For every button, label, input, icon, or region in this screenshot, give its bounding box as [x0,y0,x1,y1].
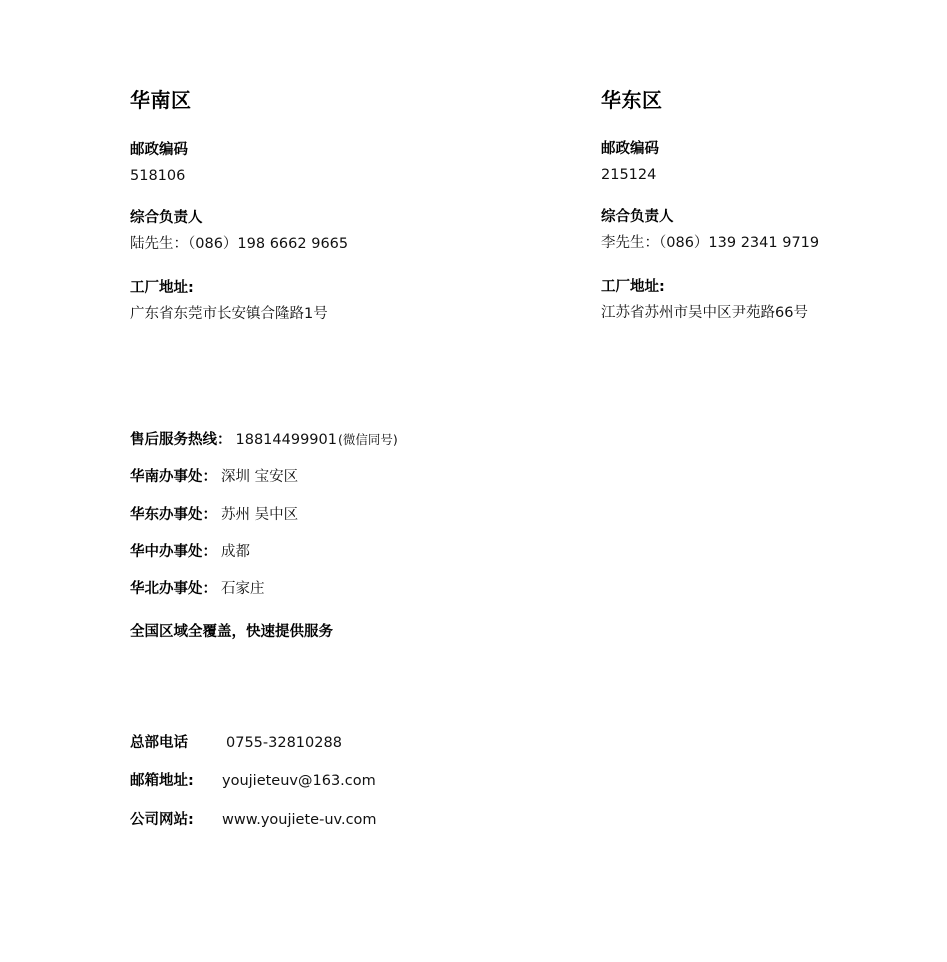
office-label: 华南办事处： [130,469,217,486]
headquarters-phone-row [130,733,730,753]
manager-value: 陆先生：（086）198 6662 9665 [130,236,349,253]
region-block-east-china [601,88,931,345]
factory-address-label: 工厂地址: [130,280,194,296]
manager-label: 综合负责人 [601,208,674,225]
offices-coverage-note: 全国区域全覆盖，快速提供服务 [130,624,333,641]
contacts-section [130,733,730,848]
factory-address-value: 江苏省苏州市吴中区尹苑路66号 [601,304,808,321]
office-label: 华北办事处： [130,581,217,598]
hotline-label: 售后服务热线： [130,432,232,448]
factory-address-label: 工厂地址: [601,279,665,295]
office-row [130,542,730,562]
region-block-south-china [130,88,550,346]
postal-code-value: 518106 [130,167,186,184]
website-row [130,810,730,830]
office-label: 华中办事处： [130,543,217,560]
office-row [130,579,730,599]
factory-address-field [130,278,550,326]
website-value: www.youjiete-uv.com [222,811,377,828]
manager-value: 李先生：（086）139 2341 9719 [601,235,820,252]
office-row [130,467,730,487]
postal-code-label: 邮政编码 [601,141,659,157]
office-row [130,505,730,525]
website-label: 公司网站: [130,811,194,828]
factory-address-value: 广东省东莞市长安镇合隆路1号 [130,305,328,322]
postal-code-field [601,139,931,187]
office-value: 成都 [221,543,250,560]
office-value: 石家庄 [221,581,265,598]
office-label: 华东办事处： [130,506,217,523]
email-label: 邮箱地址: [130,773,194,790]
region-title: 华南区 [130,88,192,112]
offices-section [130,430,730,643]
email-row [130,771,730,791]
headquarters-phone-value: 0755-32810288 [226,735,342,751]
postal-code-label: 邮政编码 [130,142,188,158]
email-value: youjieteuv@163.com [222,773,376,790]
hotline-value: 18814499901 [235,432,337,448]
hotline-note: (微信同号) [337,432,398,447]
postal-code-value: 215124 [601,166,657,183]
factory-address-field [601,277,931,325]
manager-label: 综合负责人 [130,209,203,226]
manager-field [601,207,931,256]
office-value: 苏州 吴中区 [221,506,299,523]
hotline-row [130,430,730,450]
region-title: 华东区 [601,88,663,112]
manager-field [130,208,550,257]
headquarters-phone-label: 总部电话 [130,735,188,751]
office-value: 深圳 宝安区 [221,469,299,486]
postal-code-field [130,140,550,188]
